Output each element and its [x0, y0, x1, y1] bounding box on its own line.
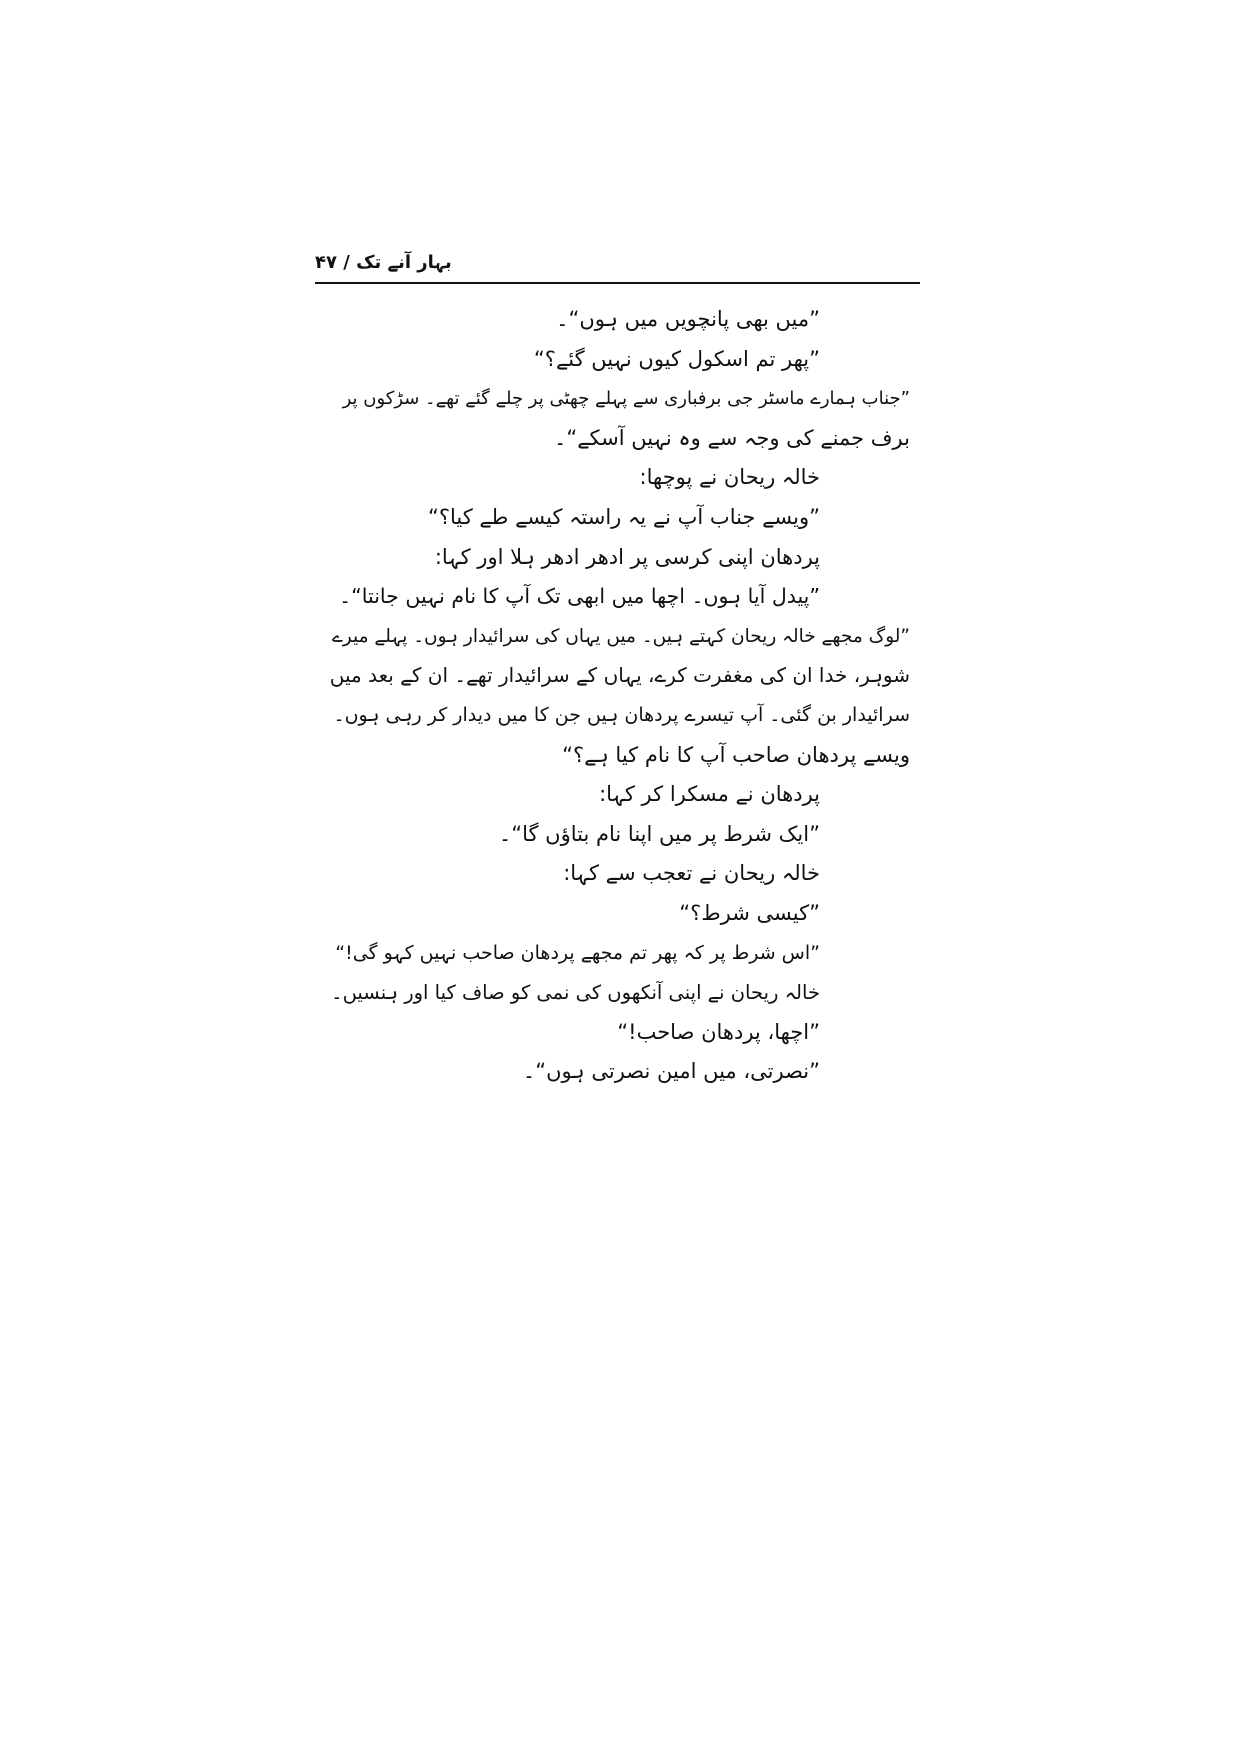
- text-line: پردھان اپنی کرسی پر ادھر ادھر ہلا اور کہا:: [434, 544, 820, 569]
- text-line: ”نصرتی، میں امین نصرتی ہوں“۔: [522, 1059, 820, 1084]
- text-line: ”ایک شرط پر میں اپنا نام بتاؤں گا“۔: [498, 821, 820, 846]
- text-line: ”اس شرط پر کہ پھر تم مجھے پردھان صاحب نہیں کہو گی!“: [335, 941, 820, 964]
- text-line: ”جناب ہمارے ماسٹر جی برفباری سے پہلے چھٹی پر چلے گئے تھے۔ سڑکوں پر: [342, 388, 910, 410]
- text-line: ”کیسی شرط؟“: [679, 900, 820, 925]
- text-line: ”اچھا، پردھان صاحب!“: [617, 1019, 820, 1044]
- header-rule: [315, 282, 920, 284]
- text-line: خالہ ریحان نے پوچھا:: [639, 465, 820, 490]
- text-line: ”ویسے جناب آپ نے یہ راستہ کیسے طے کیا؟“: [427, 504, 820, 529]
- text-line: خالہ ریحان نے تعجب سے کہا:: [563, 861, 820, 886]
- text-line: خالہ ریحان نے اپنی آنکھوں کی نمی کو صاف کیا اور ہنسیں۔: [331, 981, 820, 1005]
- running-title: بہار آنے تک / ۴۷: [315, 252, 452, 273]
- text-line: ”پھر تم اسکول کیوں نہیں گئے؟“: [533, 346, 820, 371]
- text-line: سرائیدار بن گئی۔ آپ تیسرے پردھان ہیں جن کا میں دیدار کر رہی ہوں۔: [333, 703, 910, 726]
- text-line: پردھان نے مسکرا کر کہا:: [599, 782, 820, 807]
- text-line: برف جمنے کی وجہ سے وہ نہیں آسکے“۔: [554, 425, 910, 450]
- text-line: شوہر، خدا ان کی مغفرت کرے، یہاں کے سرائیدار تھے۔ ان کے بعد میں: [329, 663, 910, 688]
- body-text: [330, 300, 910, 1092]
- text-line: ”لوگ مجھے خالہ ریحان کہتے ہیں۔ میں یہاں کی سرائیدار ہوں۔ پہلے میرے: [331, 625, 910, 647]
- running-header: [315, 250, 920, 284]
- text-line: ”میں بھی پانچویں میں ہوں“۔: [556, 307, 820, 331]
- text-line: ویسے پردھان صاحب آپ کا نام کیا ہے؟“: [562, 742, 910, 767]
- text-line: ”پیدل آیا ہوں۔ اچھا میں ابھی تک آپ کا نام نہیں جانتا“۔: [339, 584, 820, 609]
